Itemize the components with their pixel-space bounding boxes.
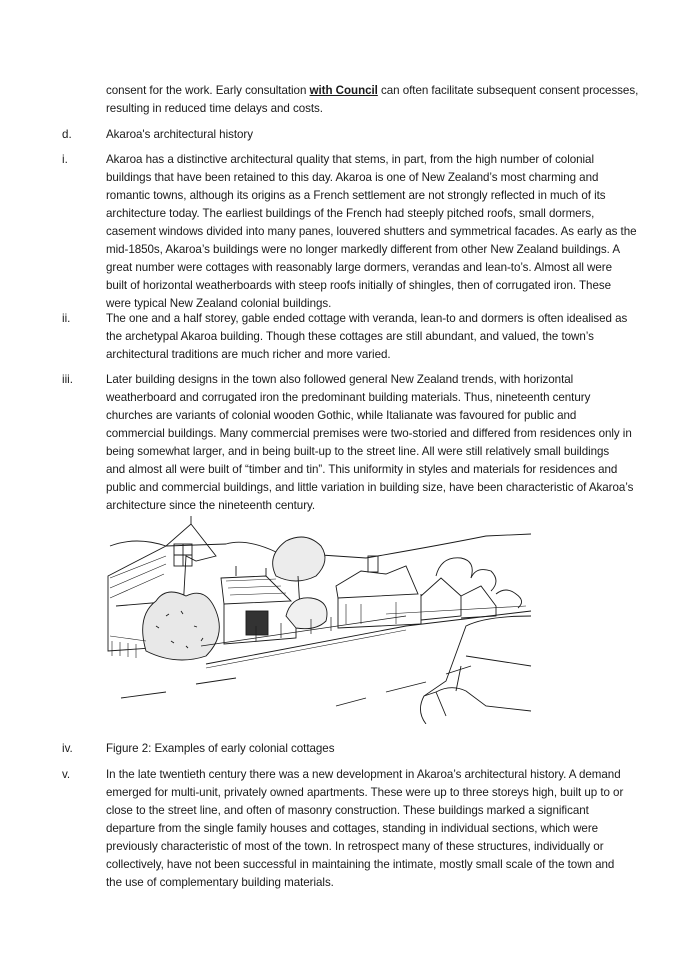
text-line: close to the street line, and often of masonry construction. These buildings marked a significant — [106, 804, 589, 817]
section-heading — [106, 126, 666, 144]
text-line: architectural traditions are much richer and more varied. — [106, 348, 391, 361]
text-span: consent for the work. Early consultation — [106, 84, 310, 97]
text-line: commercial buildings. Many commercial premises were two-storied and differed from residences only in — [106, 427, 632, 440]
text-line: were typical New Zealand colonial buildings. — [106, 297, 332, 310]
item-body — [106, 310, 666, 364]
street-sketch-illustration — [106, 516, 532, 724]
text-line: collectively, have not been successful in maintaining the intimate, mostly small scale of the town and — [106, 858, 615, 871]
text-line: departure from the single family houses and cottages, standing in individual sections, which were — [106, 822, 599, 835]
text-line: emerged for multi-unit, privately owned apartments. These were up to three storeys high, built up to or — [106, 786, 624, 799]
text-line: mid-1850s, Akaroa’s buildings were no longer markedly different from other New Zealand buildings. A — [106, 243, 621, 256]
text-line: romantic towns, although its origins as a French settlement are not strongly reflected in much of its — [106, 189, 606, 202]
paragraph-body — [106, 82, 666, 118]
text-line — [106, 82, 666, 100]
caption-text: Figure 2: Examples of early colonial cottages — [106, 742, 335, 755]
item-body — [106, 151, 666, 313]
section-label: d. — [62, 128, 72, 141]
text-line: built of horizontal weatherboards with steep roofs initially of shingles, then of corrugated iron. These — [106, 279, 611, 292]
text-line: buildings that have been retained to this day. Akaroa is one of New Zealand’s most charming and — [106, 171, 599, 184]
item-label: iii. — [62, 373, 73, 386]
item-label: i. — [62, 153, 68, 166]
text-line: Later building designs in the town also followed general New Zealand trends, with horizontal — [106, 373, 574, 386]
text-line: architecture today. The earliest buildings of the French had steeply pitched roofs, small dormers, — [106, 207, 595, 220]
item-label: iv. — [62, 742, 73, 755]
text-line: churches are variants of colonial wooden Gothic, while Italianate was favoured for public and — [106, 409, 577, 422]
text-line: architecture since the nineteenth century. — [106, 499, 316, 512]
text-span: can often facilitate subsequent consent processes, — [377, 84, 639, 97]
colonial-cottages-sketch — [106, 516, 532, 724]
with-council-link[interactable]: with Council — [309, 84, 378, 97]
item-label: ii. — [62, 312, 71, 325]
text-line: weatherboard and corrugated iron the predominant building materials. Thus, nineteenth century — [106, 391, 591, 404]
text-line: Akaroa has a distinctive architectural quality that stems, in part, from the high number of colonial — [106, 153, 594, 166]
text-line: the archetypal Akaroa building. Though these cottages are still abundant, and valued, the town’s — [106, 330, 594, 343]
text-line: casement windows divided into many panes, louvered shutters and symmetrical facades. As early as the — [106, 225, 637, 238]
text-line: The one and a half storey, gable ended cottage with veranda, lean-to and dormers is often idealised as — [106, 312, 628, 325]
figure-caption — [106, 740, 666, 758]
text-line: great number were cottages with reasonably large dormers, verandas and lean-to’s. Almost all were — [106, 261, 612, 274]
text-line: the use of complementary building materials. — [106, 876, 334, 889]
item-body — [106, 371, 666, 515]
item-label: v. — [62, 768, 71, 781]
text-line: previously characteristic of most of the town. In retrospect many of these structures, individually or — [106, 840, 604, 853]
text-line: being somewhat larger, and in being built-up to the street line. All were still relatively small buildings — [106, 445, 610, 458]
heading-text: Akaroa's architectural history — [106, 128, 253, 141]
text-line: public and commercial buildings, and little variation in building size, have been characteristic of Akaroa’s — [106, 481, 634, 494]
text-line: resulting in reduced time delays and costs. — [106, 102, 323, 115]
text-line: and almost all were built of “timber and tin”. This uniformity in styles and materials for residences and — [106, 463, 618, 476]
item-body — [106, 766, 666, 892]
text-line: In the late twentieth century there was a new development in Akaroa’s architectural history. A demand — [106, 768, 621, 781]
